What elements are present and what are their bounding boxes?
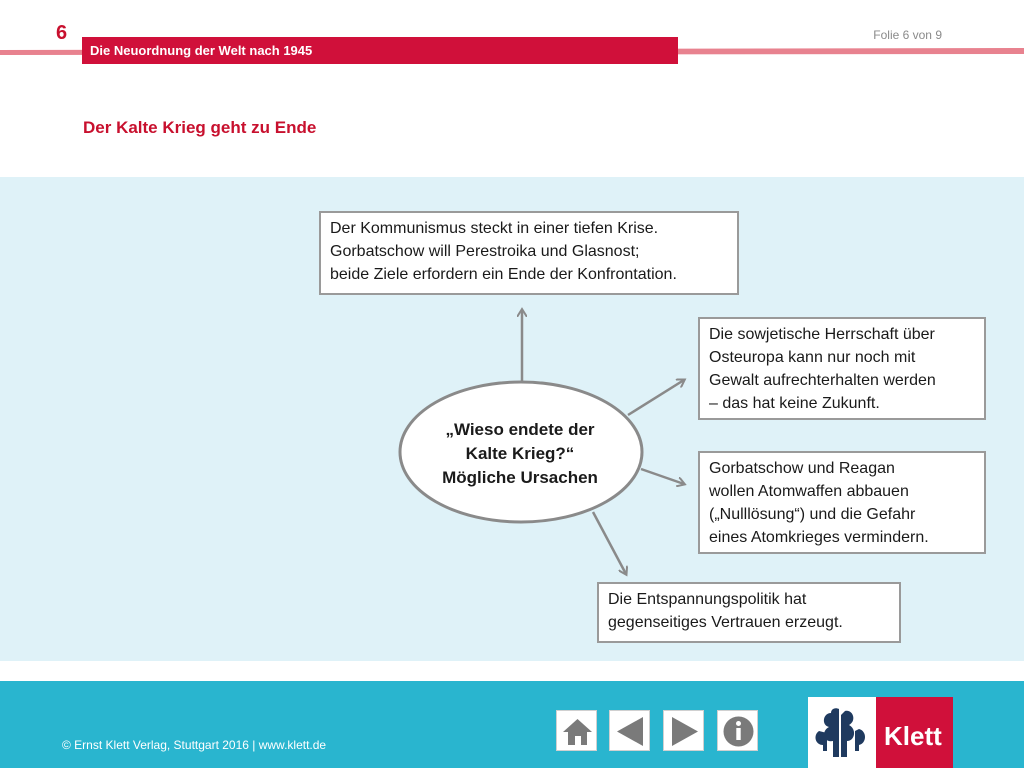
copyright: © Ernst Klett Verlag, Stuttgart 2016 | www.klett.de bbox=[62, 738, 327, 752]
cause-line: Der Kommunismus steckt in einer tiefen Krise. bbox=[330, 220, 659, 237]
cause-line: – das hat keine Zukunft. bbox=[709, 395, 880, 412]
klett-logo bbox=[808, 697, 953, 768]
next-button[interactable] bbox=[663, 710, 704, 751]
previous-button[interactable] bbox=[609, 710, 650, 751]
slide-number: 6 bbox=[56, 22, 68, 44]
cause-line: Gorbatschow und Reagan bbox=[709, 460, 895, 477]
cause-line: Gorbatschow will Perestroika und Glasnost; bbox=[330, 243, 640, 260]
cause-line: eines Atomkrieges vermindern. bbox=[709, 529, 929, 546]
slide-counter: Folie 6 von 9 bbox=[873, 28, 942, 42]
arrow-right-icon bbox=[664, 711, 705, 752]
cause-box-top bbox=[319, 211, 739, 295]
chapter-title: Die Neuordnung der Welt nach 1945 bbox=[90, 43, 313, 58]
center-line-1: „Wieso endete der bbox=[445, 420, 595, 439]
cause-line: Die Entspannungspolitik hat bbox=[608, 591, 807, 608]
center-line-3: Mögliche Ursachen bbox=[442, 468, 598, 487]
cause-box-right-lower bbox=[698, 451, 986, 554]
cause-line: gegenseitiges Vertrauen erzeugt. bbox=[608, 614, 843, 631]
arrow-left-icon bbox=[610, 711, 651, 752]
cause-line: Osteuropa kann nur noch mit bbox=[709, 349, 916, 366]
logo-text: Klett bbox=[884, 721, 942, 751]
cause-line: („Nulllösung“) und die Gefahr bbox=[709, 506, 916, 523]
home-icon bbox=[557, 711, 598, 752]
section-title: Der Kalte Krieg geht zu Ende bbox=[83, 118, 317, 137]
home-button[interactable] bbox=[556, 710, 597, 751]
arrow-upper-right bbox=[628, 380, 684, 415]
cause-line: beide Ziele erfordern ein Ende der Konfrontation. bbox=[330, 266, 677, 283]
cause-box-right-upper bbox=[698, 317, 986, 420]
arrow-down bbox=[593, 512, 626, 574]
cause-line: Gewalt aufrechterhalten werden bbox=[709, 372, 936, 389]
cause-line: Die sowjetische Herrschaft über bbox=[709, 326, 935, 343]
info-icon bbox=[718, 711, 759, 752]
center-line-2: Kalte Krieg?“ bbox=[465, 444, 575, 463]
cause-line: wollen Atomwaffen abbauen bbox=[709, 483, 909, 500]
cause-box-bottom bbox=[597, 582, 901, 643]
center-question bbox=[405, 418, 635, 490]
arrow-lower-right bbox=[641, 469, 684, 484]
info-button[interactable] bbox=[717, 710, 758, 751]
klett-clover-icon bbox=[811, 701, 873, 765]
